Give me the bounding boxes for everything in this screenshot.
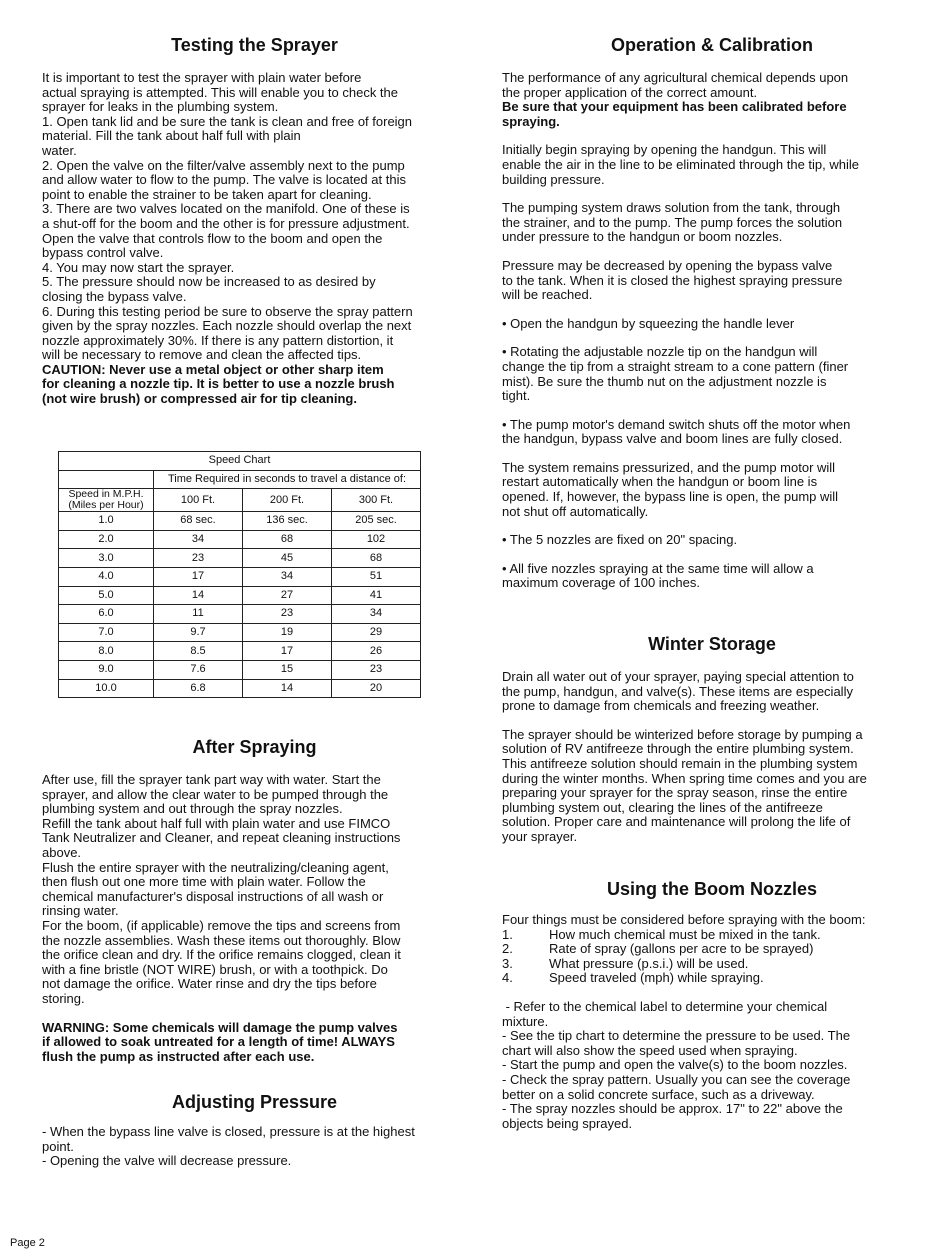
operation-line: will be reached. (502, 287, 593, 303)
operation-paragraph (502, 345, 922, 403)
after-line: rinsing water. (42, 903, 119, 919)
operation-line: tight. (502, 388, 531, 404)
table-row (59, 605, 421, 624)
winter-line: the pump, handgun, and valve(s). These items are especially (502, 683, 853, 699)
boom-note-line: - Start the pump and open the valve(s) to the boom nozzles. (502, 1057, 848, 1073)
after-line: the nozzle assemblies. Wash these items out thoroughly. Blow (42, 932, 401, 948)
operation-line: restart automatically when the handgun or boom line is (502, 474, 818, 490)
speed-chart-rows (59, 512, 421, 698)
time-cell: 68 (332, 549, 421, 568)
operation-body (502, 71, 922, 591)
operation-line: The performance of any agricultural chemical depends upon (502, 70, 849, 85)
time-cell: 23 (154, 549, 243, 568)
time-cell: 102 (332, 530, 421, 549)
time-cell: 14 (154, 586, 243, 605)
adjusting-pressure-section (42, 1092, 467, 1169)
speed-chart-title: Speed Chart (59, 452, 421, 471)
testing-line: 1. Open tank lid and be sure the tank is clean and free of foreign (42, 113, 413, 129)
operation-bold-line: spraying. (502, 113, 560, 129)
testing-line: will be necessary to remove and clean the affected tips. (42, 347, 362, 363)
after-line: not damage the orifice. Water rinse and dry the tips before (42, 976, 377, 992)
speed-cell: 3.0 (59, 549, 154, 568)
time-cell: 23 (332, 660, 421, 679)
winter-line: plumbing system out, clearing the lines of the antifreeze (502, 799, 823, 815)
testing-line: closing the bypass valve. (42, 288, 187, 304)
time-cell: 20 (332, 679, 421, 698)
time-cell: 26 (332, 642, 421, 661)
list-item (502, 928, 922, 943)
empty-cell (59, 470, 154, 489)
after-line: the orifice clean and dry. If the orifice remains clogged, clean it (42, 947, 401, 963)
winter-line: prone to damage from chemicals and freezing weather. (502, 698, 820, 714)
list-number: 3. (502, 955, 513, 971)
operation-line: under pressure to the handgun or boom nozzles. (502, 229, 783, 245)
time-cell: 19 (243, 623, 332, 642)
speed-cell: 8.0 (59, 642, 154, 661)
operation-line: the strainer, and to the pump. The pump forces the solution (502, 214, 843, 230)
time-cell: 11 (154, 605, 243, 624)
warning-line: if allowed to soak untreated for a length of time! ALWAYS (42, 1034, 395, 1050)
operation-line: enable the air in the line to be eliminated through the tip, while (502, 156, 860, 172)
operation-paragraph (502, 317, 922, 332)
column-header: 200 Ft. (243, 489, 332, 512)
time-cell: 136 sec. (243, 512, 332, 531)
table-row (59, 679, 421, 698)
list-text: How much chemical must be mixed in the tank. (549, 926, 821, 942)
testing-line: nozzle approximately 30%. If there is any pattern distortion, it (42, 332, 394, 348)
speed-chart-subtitle: Time Required in seconds to travel a distance of: (154, 470, 421, 489)
time-cell: 34 (154, 530, 243, 549)
boom-note-line: objects being sprayed. (502, 1115, 633, 1131)
list-text: Speed traveled (mph) while spraying. (549, 970, 764, 986)
operation-bullet: • The pump motor's demand switch shuts off the motor when (502, 416, 851, 432)
time-cell: 17 (154, 567, 243, 586)
warning-line: flush the pump as instructed after each use. (42, 1048, 315, 1064)
time-cell: 205 sec. (332, 512, 421, 531)
boom-note-line: better on a solid concrete surface, such as a driveway. (502, 1086, 815, 1102)
testing-line: 6. During this testing period be sure to observe the spray pattern (42, 303, 413, 319)
time-cell: 15 (243, 660, 332, 679)
winter-line: Drain all water out of your sprayer, paying special attention to (502, 669, 854, 684)
operation-bullet: • Open the handgun by squeezing the handle lever (502, 315, 795, 331)
operation-line: Pressure may be decreased by opening the bypass valve (502, 257, 833, 273)
page-number: Page 2 (10, 1237, 45, 1249)
operation-paragraph (502, 562, 922, 591)
operation-paragraph (502, 418, 922, 447)
after-line: above. (42, 844, 82, 860)
table-row (59, 623, 421, 642)
speed-cell: 10.0 (59, 679, 154, 698)
testing-line: actual spraying is attempted. This will enable you to check the (42, 84, 399, 100)
operation-line: mist). Be sure the thumb nut on the adjustment nozzle is (502, 373, 827, 389)
boom-notes (502, 1000, 922, 1131)
testing-line: Open the valve that controls flow to the boom and open the (42, 230, 383, 246)
after-line: sprayer, and allow the clear water to be pumped through the (42, 786, 389, 802)
time-cell: 27 (243, 586, 332, 605)
after-line: Flush the entire sprayer with the neutralizing/cleaning agent, (42, 859, 389, 875)
list-item (502, 971, 922, 986)
after-line: plumbing system and out through the spray nozzles. (42, 801, 343, 817)
list-text: What pressure (p.s.i.) will be used. (549, 955, 749, 971)
boom-note-line: - See the tip chart to determine the pressure to be used. The (502, 1028, 851, 1044)
after-line: chemical manufacturer's disposal instructions of all wash or (42, 888, 384, 904)
adjusting-line: - Opening the valve will decrease pressure. (42, 1153, 292, 1169)
operation-line: the handgun, bypass valve and boom lines are fully closed. (502, 431, 843, 447)
speed-cell: 9.0 (59, 660, 154, 679)
speed-cell: 7.0 (59, 623, 154, 642)
boom-checklist (502, 928, 922, 986)
adjusting-body (42, 1125, 467, 1169)
after-body (42, 773, 467, 1064)
time-cell: 34 (332, 605, 421, 624)
time-cell: 6.8 (154, 679, 243, 698)
list-number: 4. (502, 970, 513, 986)
speed-chart (58, 451, 421, 698)
column-header: 100 Ft. (154, 489, 243, 512)
table-row (59, 530, 421, 549)
list-item (502, 942, 922, 957)
winter-paragraph (502, 728, 922, 845)
after-line: with a fine bristle (NOT WIRE) brush, or with a toothpick. Do (42, 961, 388, 977)
testing-line: It is important to test the sprayer with plain water before (42, 70, 362, 85)
boom-note-line: - Check the spray pattern. Usually you can see the coverage (502, 1071, 851, 1087)
testing-line: point to enable the strainer to be taken apart for cleaning. (42, 186, 372, 202)
time-cell: 7.6 (154, 660, 243, 679)
testing-line: 2. Open the valve on the filter/valve assembly next to the pump (42, 157, 405, 173)
winter-line: preparing your sprayer for the spray season, rinse the entire (502, 785, 848, 801)
list-item (502, 957, 922, 972)
time-cell: 41 (332, 586, 421, 605)
operation-line: not shut off automatically. (502, 503, 649, 519)
time-cell: 68 sec. (154, 512, 243, 531)
list-number: 1. (502, 926, 513, 942)
testing-line: 4. You may now start the sprayer. (42, 259, 235, 275)
operation-line: opened. If, however, the bypass line is open, the pump will (502, 489, 839, 505)
time-cell: 8.5 (154, 642, 243, 661)
operation-bullet: • All five nozzles spraying at the same time will allow a (502, 560, 814, 576)
after-line: Tank Neutralizer and Cleaner, and repeat cleaning instructions (42, 830, 401, 846)
winter-line: during the winter months. When spring time comes and you are (502, 770, 867, 786)
operation-paragraph (502, 259, 922, 303)
after-line: Refill the tank about half full with plain water and use FIMCO (42, 815, 391, 831)
winter-body (502, 670, 922, 845)
speed-chart-table (58, 451, 421, 698)
speed-column-header: Speed in M.P.H. (Miles per Hour) (59, 489, 154, 512)
time-cell: 34 (243, 567, 332, 586)
time-cell: 68 (243, 530, 332, 549)
after-title: After Spraying (192, 737, 317, 757)
table-row (59, 642, 421, 661)
testing-line: material. Fill the tank about half full with plain (42, 128, 301, 144)
after-line: After use, fill the sprayer tank part way with water. Start the (42, 772, 381, 787)
boom-note-line: mixture. (502, 1013, 549, 1029)
winter-storage-section (502, 634, 922, 845)
adjusting-title: Adjusting Pressure (171, 1092, 338, 1112)
speed-cell: 1.0 (59, 512, 154, 531)
list-number: 2. (502, 941, 513, 957)
operation-paragraph (502, 461, 922, 519)
time-cell: 17 (243, 642, 332, 661)
time-cell: 51 (332, 567, 421, 586)
operation-bullet: • The 5 nozzles are fixed on 20" spacing. (502, 532, 738, 548)
testing-line: bypass control valve. (42, 245, 164, 261)
operation-line: building pressure. (502, 171, 605, 187)
boom-body (502, 913, 922, 1131)
list-text: Rate of spray (gallons per acre to be sprayed) (549, 941, 814, 957)
table-row (59, 567, 421, 586)
winter-title: Winter Storage (648, 634, 776, 654)
operation-line: to the tank. When it is closed the highest spraying pressure (502, 272, 843, 288)
speed-cell: 2.0 (59, 530, 154, 549)
operation-line: maximum coverage of 100 inches. (502, 575, 700, 591)
winter-line: your sprayer. (502, 828, 578, 844)
boom-note-line: - The spray nozzles should be approx. 17" to 22" above the (502, 1101, 843, 1117)
testing-line: and allow water to flow to the pump. The valve is located at this (42, 172, 406, 188)
operation-bold-line: Be sure that your equipment has been calibrated before (502, 99, 847, 115)
testing-line: water. (42, 142, 77, 158)
testing-line: given by the spray nozzles. Each nozzle should overlap the next (42, 318, 412, 334)
operation-line: The system remains pressurized, and the pump motor will (502, 459, 836, 475)
warning-block (42, 1021, 467, 1065)
table-row (59, 549, 421, 568)
boom-title: Using the Boom Nozzles (606, 879, 817, 899)
winter-line: This antifreeze solution should remain in the plumbing system (502, 755, 858, 771)
operation-paragraph (502, 533, 922, 548)
table-row (59, 660, 421, 679)
boom-note-line: chart will also show the speed used when spraying. (502, 1042, 798, 1058)
time-cell: 45 (243, 549, 332, 568)
boom-note-line: - Refer to the chemical label to determine your chemical (502, 998, 828, 1014)
table-row (59, 586, 421, 605)
adjusting-line: - When the bypass line valve is closed, pressure is at the highest (42, 1124, 415, 1139)
warning-line: WARNING: Some chemicals will damage the pump valves (42, 1019, 398, 1035)
time-cell: 9.7 (154, 623, 243, 642)
column-header: 300 Ft. (332, 489, 421, 512)
caution-line: for cleaning a nozzle tip. It is better to use a nozzle brush (42, 376, 395, 392)
boom-nozzles-section (502, 879, 922, 1131)
time-cell: 29 (332, 623, 421, 642)
operation-paragraph (502, 143, 922, 187)
operation-line: Initially begin spraying by opening the handgun. This will (502, 142, 827, 158)
testing-line: 3. There are two valves located on the manifold. One of these is (42, 201, 410, 217)
caution-line: CAUTION: Never use a metal object or other sharp item (42, 361, 384, 377)
time-cell: 14 (243, 679, 332, 698)
testing-line: a shut-off for the boom and the other is for pressure adjustment. (42, 215, 410, 231)
operation-bullet: • Rotating the adjustable nozzle tip on the handgun will (502, 344, 818, 360)
testing-line: 5. The pressure should now be increased to as desired by (42, 274, 376, 290)
testing-body (42, 71, 467, 407)
operation-paragraph (502, 201, 922, 245)
winter-line: The sprayer should be winterized before storage by pumping a (502, 726, 863, 742)
caution-line: (not wire brush) or compressed air for tip cleaning. (42, 391, 357, 407)
operation-section (502, 35, 922, 591)
operation-title: Operation & Calibration (610, 35, 814, 55)
operation-line: the proper application of the correct amount. (502, 84, 758, 100)
boom-intro: Four things must be considered before spraying with the boom: (502, 912, 866, 927)
time-cell: 23 (243, 605, 332, 624)
winter-line: solution of RV antifreeze through the entire plumbing system. (502, 741, 854, 757)
after-line: then flush out one more time with plain water. Follow the (42, 874, 366, 890)
operation-line: change the tip from a straight stream to a cone pattern (finer (502, 358, 849, 374)
speed-cell: 5.0 (59, 586, 154, 605)
speed-cell: 6.0 (59, 605, 154, 624)
after-line: storing. (42, 990, 85, 1006)
after-line: For the boom, (if applicable) remove the tips and screens from (42, 917, 401, 933)
testing-section (42, 35, 467, 407)
testing-line: sprayer for leaks in the plumbing system. (42, 99, 279, 115)
testing-title: Testing the Sprayer (171, 35, 338, 55)
operation-line: The pumping system draws solution from the tank, through (502, 200, 841, 216)
winter-line: solution. Proper care and maintenance will prolong the life of (502, 814, 851, 830)
table-row (59, 512, 421, 531)
speed-cell: 4.0 (59, 567, 154, 586)
after-spraying-section (42, 737, 467, 1064)
adjusting-line: point. (42, 1138, 74, 1154)
